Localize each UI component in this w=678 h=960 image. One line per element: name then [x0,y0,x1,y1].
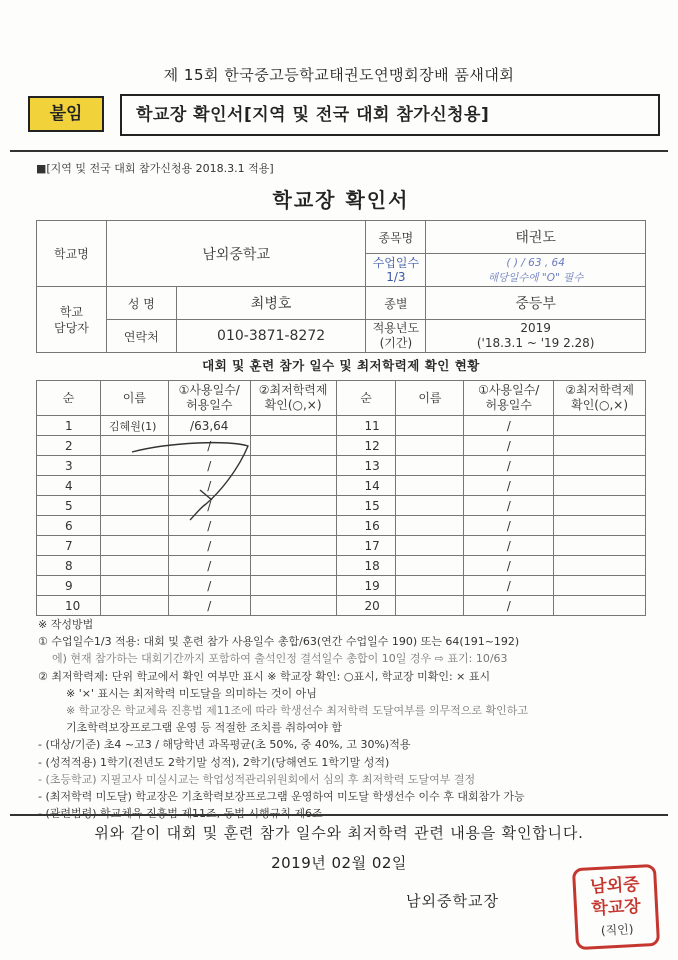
row-no-right: 17 [336,536,396,556]
note-6: - (성적적용) 1학기(전년도 2학기말 성적), 2학기(당해연도 1학기말 성적) [38,755,390,769]
row-days-right: / [464,576,554,596]
note-2: ② 최저학력제: 단위 학교에서 확인 여부만 표시 ※ 학교장 확인: ○표시, 학교장 미확인: × 표시 [38,669,491,683]
row-no: 1 [37,416,101,436]
col-min-right-1: ②최저학력제 [565,383,634,397]
attendance-value-cell [426,254,646,287]
table-row [37,476,646,496]
note-1a: ① 수업일수1/3 적용: 대회 및 훈련 참가 사용일수 총합/63(연간 수업일수 190) 또는 64(191~192) [38,635,520,649]
col-min-right-2: 확인(○,×) [571,398,628,412]
col-days [168,381,250,416]
row-days: / [168,556,250,576]
col-no-right: 순 [336,381,396,416]
col-days-right [464,381,554,416]
notes-section [38,616,668,822]
row-days-right: / [464,516,554,536]
row-min-check-right [554,536,646,556]
row-no-right: 12 [336,436,396,456]
col-days-right-1: ①사용일수/ [478,383,540,397]
row-name-right [396,516,464,536]
header-bar [28,94,662,138]
row-days: / [168,576,250,596]
row-name [100,476,168,496]
info-table [36,220,646,353]
table-row [37,596,646,616]
attendance-value: ( ) / 63 , 64 [506,257,565,269]
col-days-right-2: 허용일수 [485,398,532,412]
row-no: 6 [37,516,101,536]
teacher-group-label [37,287,107,353]
col-no: 순 [37,381,101,416]
row-name-right [396,456,464,476]
table-row [37,516,646,536]
attendance-label-text: 수업일수 [372,256,420,270]
col-days-1: ①사용일수/ [178,383,240,397]
note-7: - (초등학교) 지필고사 미실시교는 학업성적관리위원회에서 심의 후 최저학력 도달여부 결정 [38,772,476,786]
row-days-right: / [464,496,554,516]
row-days: / [168,436,250,456]
row-no-right: 11 [336,416,396,436]
table-row [37,416,646,436]
row-no: 4 [37,476,101,496]
col-min [250,381,336,416]
row-no: 8 [37,556,101,576]
attendance-note: 해당일수에 "O" 필수 [487,272,584,284]
header-title: 학교장 확인서[지역 및 전국 대회 참가신청용] [120,94,660,136]
row-no-right: 18 [336,556,396,576]
col-name-right: 이름 [396,381,464,416]
bottom-divider [10,814,668,816]
table-row [37,456,646,476]
principal-name: 남외중학교장 [406,892,499,910]
note-4a: ※ 학교장은 학교체육 진흥법 제11조에 따라 학생선수 최저학력 도달여부를 의무적으로 확인하고 [66,704,528,718]
row-min-check-right [554,556,646,576]
row-days: / [168,496,250,516]
category-value: 중등부 [426,287,646,320]
period-value: ('18.3.1 ~ '19 2.28) [476,336,595,350]
row-min-check [250,516,336,536]
row-name [100,496,168,516]
row-no: 5 [37,496,101,516]
row-min-check [250,496,336,516]
row-min-check [250,476,336,496]
row-days-right: / [464,476,554,496]
row-no-right: 16 [336,516,396,536]
teacher-group-label-2: 담당자 [54,320,89,335]
row-days: /63,64 [168,416,250,436]
row-no: 9 [37,576,101,596]
row-min-check-right [554,456,646,476]
year-value-cell [426,320,646,353]
row-min-check [250,436,336,456]
row-no: 3 [37,456,101,476]
table-row [37,536,646,556]
note-8: - (최저학력 미도달) 학교장은 기초학력보장프로그램 운영하여 미도달 학생선수 이수 후 대회참가 가능 [38,790,525,804]
row-name-right [396,416,464,436]
name-label: 성 명 [106,287,176,320]
col-min-right [554,381,646,416]
row-min-check [250,596,336,616]
year-label [366,320,426,353]
row-name-right [396,596,464,616]
row-min-check-right [554,596,646,616]
row-min-check-right [554,516,646,536]
top-divider [10,150,668,152]
row-days-right: / [464,596,554,616]
row-no-right: 19 [336,576,396,596]
school-name: 남외중학교 [106,221,366,287]
attachment-badge: 붙임 [28,96,104,132]
attendance-fraction: 1/3 [386,270,406,284]
row-days: / [168,456,250,476]
sport-value: 태권도 [426,221,646,254]
row-days: / [168,516,250,536]
row-name [100,456,168,476]
row-no-right: 14 [336,476,396,496]
note-9: - (관련법령) 학교체육 진흥법 제11조, 동법 시행규칙 제6조 [38,807,323,821]
table-header-row [37,381,646,416]
row-min-check-right [554,476,646,496]
school-label: 학교명 [37,221,107,287]
row-min-check-right [554,436,646,456]
section-title: 대회 및 훈련 참가 일수 및 최저학력제 확인 현황 [202,358,480,373]
note-5: - (대상/기준) 초4 ~고3 / 해당학년 과목평균(초 50%, 중 40%, 고 30%)적용 [38,738,411,752]
sport-label: 종목명 [366,221,426,254]
row-name-right [396,536,464,556]
row-name [100,436,168,456]
note-4b: 기초학력보장프로그램 운영 등 적절한 조치를 취하여야 함 [66,721,343,735]
note-3: ※ '×' 표시는 최저학력 미도달을 의미하는 것이 아님 [66,686,317,700]
row-no: 10 [37,596,101,616]
table-row [37,556,646,576]
row-min-check-right [554,576,646,596]
year-label-1: 적용년도 [372,321,420,335]
form-note: ■[지역 및 전국 대회 참가신청용 2018.3.1 적용] [36,162,274,175]
row-name [100,536,168,556]
row-days: / [168,596,250,616]
row-min-check [250,416,336,436]
form-title: 학교장 확인서 [272,188,410,212]
row-name-right [396,476,464,496]
row-days: / [168,536,250,556]
row-no-right: 15 [336,496,396,516]
attendance-label [366,254,426,287]
row-days-right: / [464,416,554,436]
notes-heading: ※ 작성방법 [38,618,94,631]
participation-table [36,380,646,616]
row-min-check-right [554,416,646,436]
year-label-2: (기간) [379,336,413,350]
row-name [100,596,168,616]
table-row [37,436,646,456]
event-title: 제 15회 한국중고등학교태권도연맹회장배 품새대회 [163,66,515,84]
row-days: / [168,476,250,496]
signature-date: 2019년 02월 02일 [271,854,407,872]
row-min-check [250,536,336,556]
contact-label: 연락처 [106,320,176,353]
row-no-right: 13 [336,456,396,476]
category-label: 종별 [366,287,426,320]
col-min-1: ②최저학력제 [258,383,328,397]
row-name [100,516,168,536]
row-days-right: / [464,456,554,476]
year-value: 2019 [520,321,551,335]
row-min-check [250,456,336,476]
row-no-right: 20 [336,596,396,616]
seal-line-2: 학교장 [590,896,642,920]
confirmation-text: 위와 같이 대회 및 훈련 참가 일수와 최저학력 관련 내용을 확인합니다. [94,824,584,842]
seal-line-1: 남외중 [589,874,641,898]
row-name-right [396,436,464,456]
teacher-group-label-1: 학교 [59,304,84,319]
table-row [37,496,646,516]
note-1b: 에) 현재 참가하는 대회기간까지 포함하여 출석인정 결석일수 총합이 10일 경우 ⇨ 표기: 10/63 [52,652,508,666]
col-min-2: 확인(○,×) [264,398,322,412]
row-days-right: / [464,536,554,556]
table-row [37,576,646,596]
row-days-right: / [464,436,554,456]
row-name [100,556,168,576]
row-name [100,576,168,596]
row-min-check-right [554,496,646,516]
row-name-right [396,576,464,596]
row-name: 김혜원(1) [100,416,168,436]
teacher-name: 최병호 [176,287,366,320]
col-days-2: 허용일수 [186,398,233,412]
row-min-check [250,576,336,596]
row-name-right [396,496,464,516]
row-name-right [396,556,464,576]
school-seal-stamp [572,864,660,950]
contact-value: 010-3871-8272 [176,320,366,353]
col-name: 이름 [100,381,168,416]
row-min-check [250,556,336,576]
row-no: 2 [37,436,101,456]
row-days-right: / [464,556,554,576]
row-no: 7 [37,536,101,556]
seal-line-3: (직인) [600,922,634,938]
